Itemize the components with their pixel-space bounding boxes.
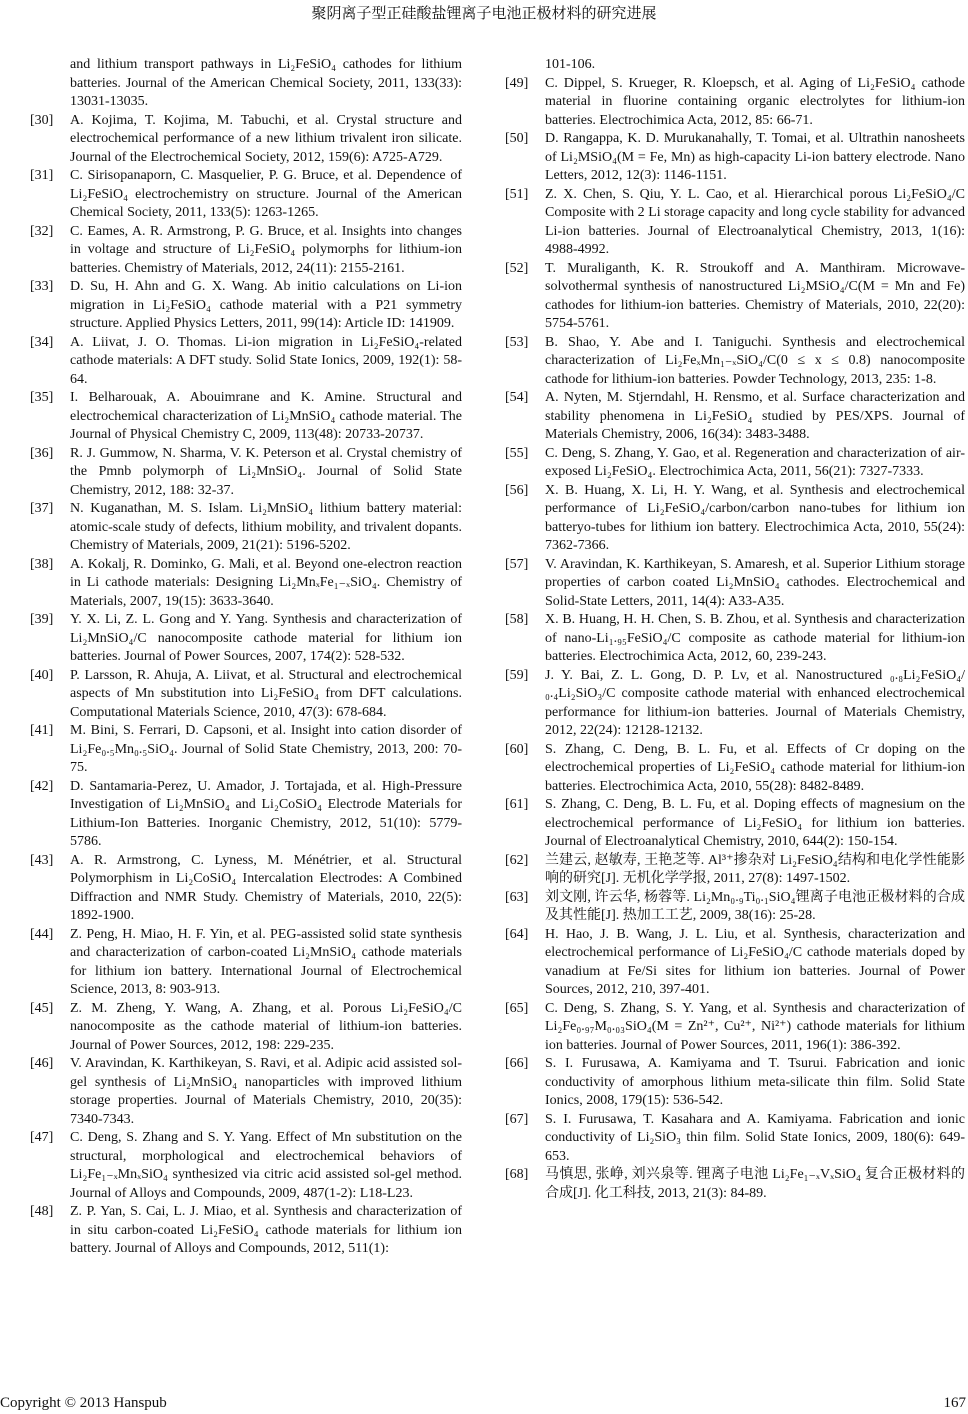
reference-number: [63] [505,889,529,905]
reference-number: [48] [30,1204,54,1219]
reference-item [30,278,462,334]
reference-item [30,852,462,926]
reference-number: [31] [30,168,54,183]
reference-number: [47] [30,1130,54,1145]
reference-number: [65] [505,1000,529,1016]
reference-item [30,556,462,612]
reference-number: [42] [30,778,54,794]
reference-number: [49] [505,75,529,91]
reference-number: [52] [505,260,529,276]
reference-text: I. Belharouak, A. Abouimrane and K. Amine. Structural and electrochemical characterization of Li₂MnSiO₄ cathode material. The Journal of Physical Chemistry C, 2009, 113(48): 20733-20737. [70,390,462,442]
reference-text: Z. M. Zheng, Y. Wang, A. Zhang, et al. Porous Li₂FeSiO₄/C nanocomposite as the cathode material of lithium-ion batteries. Journal of Power Sources, 2012, 198: 229-235. [70,1000,462,1053]
reference-number: [56] [505,482,529,498]
reference-text: C. Sirisopanaporn, C. Masquelier, P. G. Bruce, et al. Dependence of Li₂FeSiO₄ electrochemistry on structure. Journal of the American Chemical Society, 2011, 133(5): 1263-1265. [70,168,462,220]
reference-text: M. Bini, S. Ferrari, D. Capsoni, et al. Insight into cation disorder of Li₂Fe₀.₅Mn₀.₅SiO₄. Journal of Solid State Chemistry, 2013, 200: 70-75. [70,723,462,775]
reference-text: H. Hao, J. B. Wang, J. L. Liu, et al. Synthesis, characterization and electrochemical performance of Li₂FeSiO₄/C cathode materials doped by vanadium at Fe/Si sites for lithium ion batteries. Journal of Power Sources, 2012, 210, 397-401. [545,926,965,997]
reference-item [505,75,965,131]
reference-item [505,741,965,797]
reference-item [30,500,462,556]
reference-text: X. B. Huang, H. H. Chen, S. B. Zhou, et al. Synthesis and characterization of nano-Li₁.₉₅FeSiO₄/C composite as cathode material for lithium-ion batteries. Electrochimica Acta, 2012, 60, 239-243. [545,612,965,664]
reference-text: C. Deng, S. Zhang and S. Y. Yang. Effect of Mn substitution on the structural, morphological and electrochemical behaviors of Li₂Fe₁₋ₓMnₓSiO₄ synthesized via citric acid assisted sol-gel method. Journal of Alloys and Compounds, 2009, 487(1-2): L18-L23. [70,1130,462,1201]
reference-item [505,611,965,667]
reference-text: V. Aravindan, K. Karthikeyan, S. Amaresh, et al. Superior Lithium storage properties of carbon coated Li₂MnSiO₄ cathodes. Electrochemical and Solid-State Letters, 2011, 14(4): A33-A35. [545,556,965,609]
reference-text: A. Kokalj, R. Dominko, G. Mali, et al. Beyond one-electron reaction in Li cathode materials: Designing Li₂MnₓFe₁₋ₓSiO₄. Chemistry of Materials, 2007, 19(15): 3633-3640. [70,556,462,609]
reference-text: Z. Peng, H. Miao, H. F. Yin, et al. PEG-assisted solid state synthesis and characterization of carbon-coated Li₂MnSiO₄ cathode materials for lithium ion battery. International Journal of Electrochemical Science, 2013, 8: 903-913. [70,926,462,997]
reference-text: A. Nyten, M. Stjerndahl, H. Rensmo, et al. Surface characterization and stability phenomena in Li₂FeSiO₄ studied by PES/XPS. Journal of Materials Chemistry, 2006, 16(34): 3483-3488. [545,390,965,442]
reference-item [30,389,462,445]
reference-text: S. Zhang, C. Deng, B. L. Fu, et al. Doping effects of magnesium on the electrochemical performance of Li₂FeSiO₄ for lithium ion batteries. Journal of Electroanalytical Chemistry, 2010, 644(2): 150-154. [545,797,965,849]
reference-text: A. Kojima, T. Kojima, M. Tabuchi, et al. Crystal structure and electrochemical performance of a new lithium trivalent iron silicate. Journal of the Electrochemical Society, 2012, 159(6): A725-A729. [70,112,462,165]
reference-item [30,223,462,279]
reference-text: D. Santamaria-Perez, U. Amador, J. Tortajada, et al. High-Pressure Investigation of Li₂MnSiO₄ and Li₂CoSiO₄ Electrode Materials for Lithium-Ion Batteries. Inorganic Chemistry, 2012, 51(10): 5779-5786. [70,778,462,849]
reference-text: Z. X. Chen, S. Qiu, Y. L. Cao, et al. Hierarchical porous Li₂FeSiO₄/C Composite with 2 Li storage capacity and long cycle stability for advanced Li-ion batteries. Journal of Electroanalytical Chemistry, 2013, 1(16): 4988-4992. [545,186,965,257]
reference-text: P. Larsson, R. Ahuja, A. Liivat, et al. Structural and electrochemical aspects of Mn substitution into Li₂FeSiO₄ from DFT calculations. Computational Materials Science, 2010, 47(3): 678-684. [70,667,462,720]
reference-list [30,112,462,1259]
reference-item [30,1055,462,1129]
reference-number: [34] [30,334,54,350]
reference-item [505,556,965,612]
reference-item [30,1000,462,1056]
reference-item [505,482,965,556]
reference-text: C. Deng, S. Zhang, S. Y. Yang, et al. Synthesis and characterization of Li₂Fe₀.₉₇M₀.₀₃SiO₄(M = Zn²⁺, Cu²⁺, Ni²⁺) cathode materials for lithium ion batteries. Journal of Power Sources, 2011, 196(1): 386-392. [545,1000,965,1053]
reference-text: Y. X. Li, Z. L. Gong and Y. Yang. Synthesis and characterization of Li₂MnSiO₄/C nanocomposite cathode material for lithium ion batteries. Journal of Power Sources, 2007, 174(2): 528-532. [70,612,462,664]
reference-list [505,75,965,1204]
reference-number: [66] [505,1056,529,1071]
right-column [505,56,965,1203]
reference-text: T. Muraliganth, K. R. Stroukoff and A. Manthiram. Microwave-solvothermal synthesis of nanostructured Li₂MSiO₄/C(M = Mn and Fe) cathodes for lithium-ion batteries. Chemistry of Materials, 2010, 22(20): 5754-5761. [545,260,965,331]
page-number: 167 [943,1395,966,1411]
reference-item [30,112,462,168]
reference-text: 马慎思, 张峥, 刘兴泉等. 锂离子电池 Li₂Fe₁₋ₓVₓSiO₄ 复合正极材料的合成[J]. 化工科技, 2013, 21(3): 84-89. [545,1167,965,1201]
reference-item [505,389,965,445]
reference-number: [50] [505,131,529,146]
reference-text: J. Y. Bai, Z. L. Gong, D. P. Lv, et al. Nanostructured ₀.₈Li₂FeSiO₄/₀.₄Li₂SiO₃/C composite cathode material with enhanced electrochemical performance for lithium-ion batteries. Journal of Materials Chemistry, 2012, 22(24): 12128-12132. [545,667,965,738]
reference-number: [55] [505,445,529,461]
reference-item [505,260,965,334]
reference-item [30,167,462,223]
reference-number: [44] [30,926,54,942]
reference-number: [51] [505,186,529,202]
reference-item [505,445,965,482]
reference-text: Z. P. Yan, S. Cai, L. J. Miao, et al. Synthesis and characterization of in situ carbon-coated Li₂FeSiO₄ cathode materials for lithium ion battery. Journal of Alloys and Compounds, 2012, 511(1): [70,1204,462,1256]
reference-item [30,1129,462,1203]
running-header: 聚阴离子型正硅酸盐锂离子电池正极材料的研究进展 [311,6,657,22]
reference-text: D. Su, H. Ahn and G. X. Wang. Ab initio calculations on Li-ion migration in Li₂FeSiO₄ cathode material with a P21 symmetry structure. Applied Physics Letters, 2011, 99(14): Article ID: 141909. [70,279,462,331]
reference-item [30,667,462,723]
reference-text: A. Liivat, J. O. Thomas. Li-ion migration in Li₂FeSiO₄-related cathode materials: A DFT study. Solid State Ionics, 2009, 192(1): 58-64. [70,334,462,387]
reference-item [505,334,965,390]
reference-item [505,667,965,741]
reference-item [505,1111,965,1167]
reference-number: [38] [30,556,54,572]
reference-text: V. Aravindan, K. Karthikeyan, S. Ravi, et al. Adipic acid assisted sol-gel synthesis of Li₂MnSiO₄ nanoparticles with improved lithium storage properties. Journal of Materials Chemistry, 2010, 20(35): 7340-7343. [70,1056,462,1127]
reference-text: S. Zhang, C. Deng, B. L. Fu, et al. Effects of Cr doping on the electrochemical properties of Li₂FeSiO₄ cathode material for lithium-ion batteries. Electrochimica Acta, 2010, 55(28): 8482-8489. [545,741,965,794]
reference-text: N. Kuganathan, M. S. Islam. Li₂MnSiO₄ lithium battery material: atomic-scale study of defects, lithium mobility, and trivalent dopants. Chemistry of Materials, 2009, 21(21): 5196-5202. [70,501,462,553]
reference-number: [64] [505,926,529,942]
left-column [30,56,462,1259]
reference-number: [57] [505,556,529,572]
reference-item [505,889,965,926]
reference-text: X. B. Huang, X. Li, H. Y. Wang, et al. Synthesis and electrochemical performance of Li₂FeSiO₄/carbon/carbon nano-tubes for lithium ion batteryo-tubes for lithium ion battery. Electrochimica Acta, 2010, 55(24): 7362-7366. [545,482,965,553]
reference-number: [40] [30,667,54,683]
reference-number: [53] [505,334,529,350]
reference-item [30,334,462,390]
reference-item [30,778,462,852]
reference-item [505,1055,965,1111]
reference-number: [37] [30,501,54,516]
reference-item [30,1203,462,1259]
reference-item [30,722,462,778]
reference-text: 兰建云, 赵敏寿, 王艳芝等. Al³⁺掺杂对 Li₂FeSiO₄结构和电化学性能影响的研究[J]. 无机化学学报, 2011, 27(8): 1497-1502. [545,852,965,886]
reference-number: [68] [505,1167,529,1182]
reference-number: [43] [30,852,54,868]
reference-text: R. J. Gummow, N. Sharma, V. K. Peterson et al. Crystal chemistry of the Pmnb polymorph of Li₂MnSiO₄. Journal of Solid State Chemistry, 2012, 188: 32-37. [70,445,462,498]
reference-number: [32] [30,223,54,239]
reference-item [30,611,462,667]
reference-number: [62] [505,852,529,868]
reference-continuation: and lithium transport pathways in Li₂FeSiO₄ cathodes for lithium batteries. Journal of the American Chemical Society, 2011, 133(33): 13031-13035. [70,57,462,109]
reference-number: [58] [505,612,529,627]
reference-number: [61] [505,797,529,812]
reference-text: 刘文刚, 许云华, 杨蓉等. Li₂Mn₀.₉Ti₀.₁SiO₄锂离子电池正极材料的合成及其性能[J]. 热加工工艺, 2009, 38(16): 25-28. [545,889,965,923]
reference-text: C. Eames, A. R. Armstrong, P. G. Bruce, et al. Insights into changes in voltage and structure of Li₂FeSiO₄ polymorphs for lithium-ion batteries. Chemistry of Materials, 2012, 24(11): 2155-2161. [70,223,462,276]
reference-item [505,130,965,186]
reference-text: S. I. Furusawa, T. Kasahara and A. Kamiyama. Fabrication and ionic conductivity of Li₂SiO₃ thin film. Solid State Ionics, 2009, 180(6): 649-653. [545,1111,965,1164]
reference-text: S. I. Furusawa, A. Kamiyama and T. Tsurui. Fabrication and ionic conductivity of amorphous lithium meta-silicate thin film. Solid State Ionics, 2008, 179(15): 536-542. [545,1056,965,1108]
reference-number: [60] [505,741,529,757]
reference-number: [39] [30,612,54,627]
copyright-footer: Copyright © 2013 Hanspub [0,1395,167,1411]
reference-text: A. R. Armstrong, C. Lyness, M. Ménétrier, et al. Structural Polymorphism in Li₂CoSiO₄ Intercalation Electrodes: A Combined Diffraction and NMR Study. Chemistry of Materials, 2010, 22(5): 1892-1900. [70,852,462,923]
reference-number: [35] [30,390,54,405]
reference-number: [41] [30,723,54,738]
reference-item [505,1000,965,1056]
reference-item [30,926,462,1000]
reference-number: [46] [30,1056,54,1071]
reference-item [505,926,965,1000]
reference-number: [54] [505,390,529,405]
reference-number: [30] [30,112,54,128]
reference-text: B. Shao, Y. Abe and I. Taniguchi. Synthesis and electrochemical characterization of Li₂FeₓMn₁₋ₓSiO₄/C(0 ≤ x ≤ 0.8) nanocomposite cathode for lithium-ion batteries. Powder Technology, 2013, 235: 1-8. [545,334,965,387]
reference-number: [67] [505,1111,529,1127]
reference-item [505,186,965,260]
reference-item [30,445,462,501]
reference-item [505,852,965,889]
reference-text: D. Rangappa, K. D. Murukanahally, T. Tomai, et al. Ultrathin nanosheets of Li₂MSiO₄(M = Fe, Mn) as high-capacity Li-ion battery electrode. Nano Letters, 2012, 12(3): 1146-1151. [545,131,965,183]
reference-number: [36] [30,445,54,461]
reference-number: [59] [505,667,529,683]
reference-continuation: 101-106. [545,57,596,72]
reference-item [505,796,965,852]
reference-text: C. Dippel, S. Krueger, R. Kloepsch, et al. Aging of Li₂FeSiO₄ cathode material in fluorine containing organic electrolytes for lithium-ion batteries. Electrochimica Acta, 2012, 85: 66-71. [545,75,965,128]
reference-text: C. Deng, S. Zhang, Y. Gao, et al. Regeneration and characterization of air-exposed Li₂FeSiO₄. Electrochimica Acta, 2011, 56(21): 7327-7333. [545,445,965,479]
reference-number: [33] [30,279,54,294]
reference-item [505,1166,965,1203]
reference-number: [45] [30,1000,54,1016]
